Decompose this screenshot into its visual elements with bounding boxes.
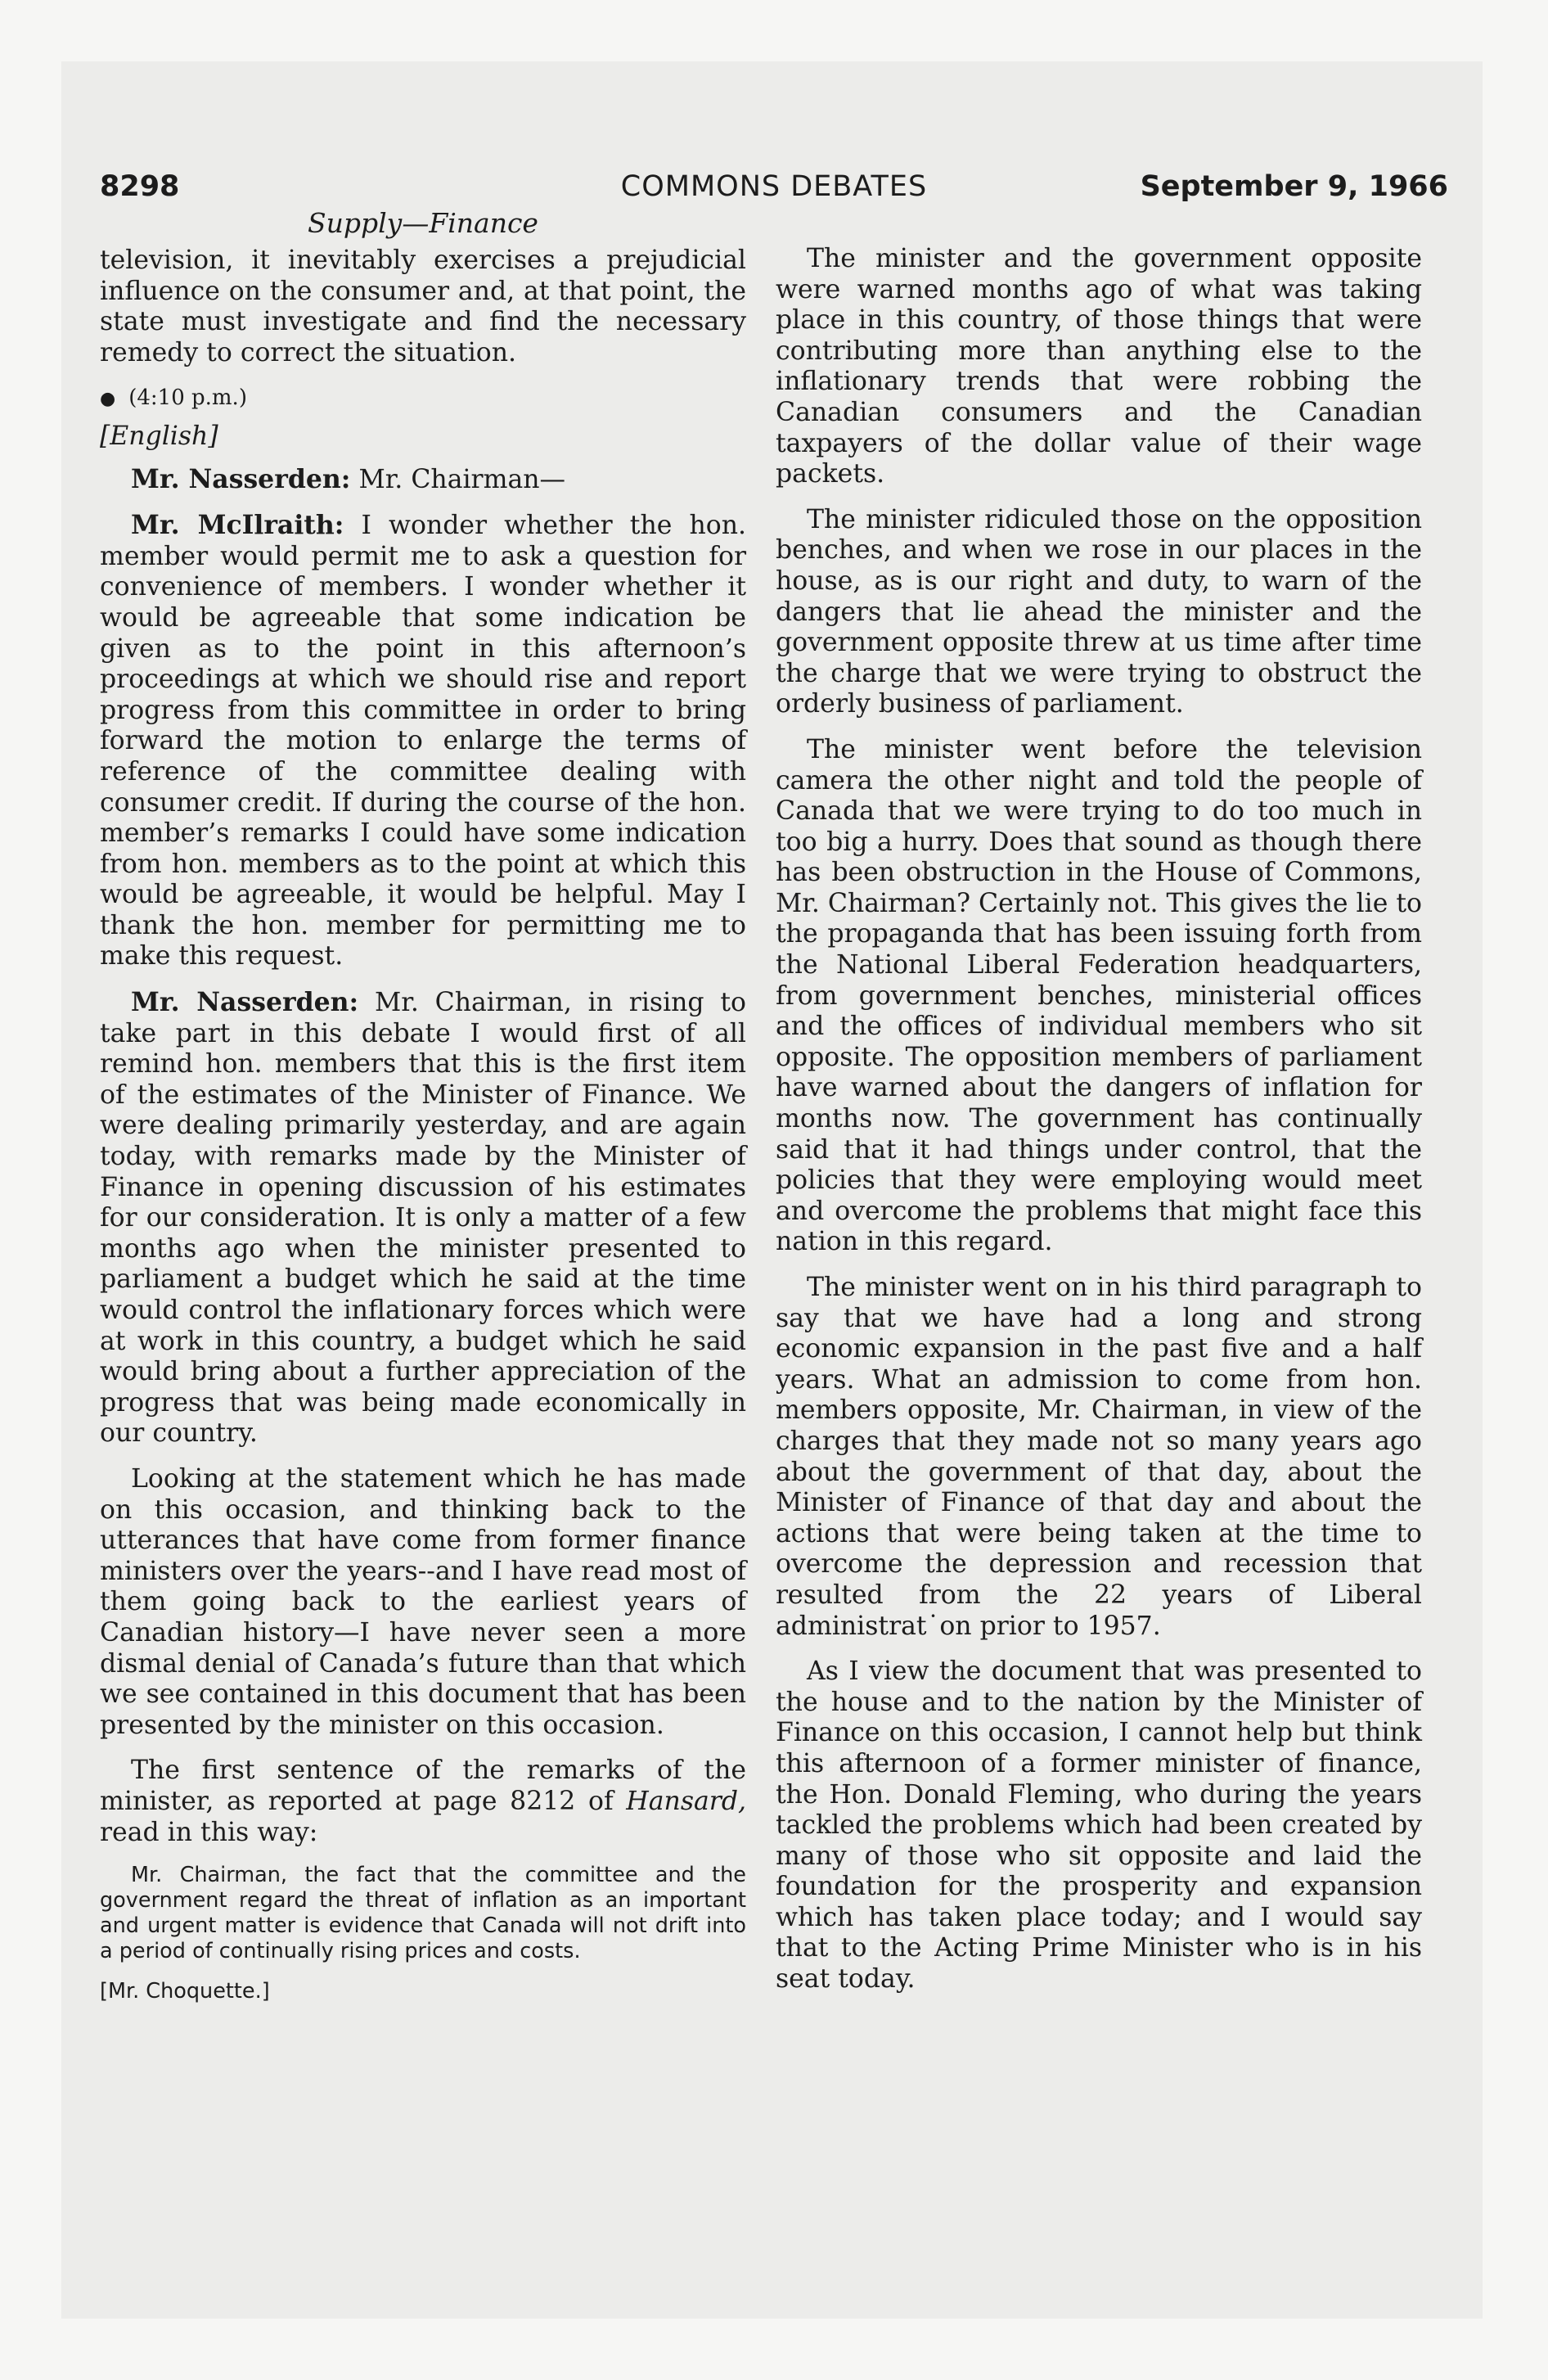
page-date: September 9, 1966	[1140, 170, 1448, 203]
right-column	[776, 244, 1422, 2010]
time-marker	[100, 383, 746, 415]
speech-text: Mr. Chairman, in rising to take part in this debate I would first of all remind hon. members that this is the first item of the estimates of the Minister of Finance. We were dealing primarily yesterday, and are again today, with remarks made by the Minister of Finance in opening discussion of his estimates for our consideration. It is only a matter of a few months ago when the minister presented to parliament a budget which he said at the time would control the inflationary forces which were at work in this country, a budget which he said would bring about a further appreciation of the progress that was being made economically in our country.	[100, 988, 746, 1449]
speech-text: I wonder whether the hon. member would permit me to ask a question for convenience of members. I wonder whether it would be agreeable that some indication be given as to the point in this afternoon’s proceedings at which we should rise and report progress from this committee in order to bring forward the motion to enlarge the terms of reference of the committee dealing with consumer credit. If during the course of the hon. member’s remarks I could have some indication from hon. members as to the point at which this would be agreeable, it would be helpful. May I thank the hon. member for permitting me to make this request.	[100, 511, 747, 971]
bullet-icon: ●	[100, 389, 116, 410]
paragraph: Looking at the statement which he has made on this occasion, and thinking back to the utterances that have come from former finance ministers over the years--and I have read most of them going back to the earliest years of Canadian history—I have never seen a more dismal denial of Canada’s future than that which we see contained in this document that has been presented by the minister on this occasion.	[100, 1463, 746, 1740]
paragraph-text: The first sentence of the remarks of the minister, as reported at page 8212 of	[100, 1756, 746, 1816]
speaker-name: Mr. Nasserden:	[131, 987, 359, 1018]
speech-paragraph	[100, 464, 746, 496]
paragraph: As I view the document that was presented to the house and to the nation by the Minister of Finance on this occasion, I cannot help but think this afternoon of a former minister of finance, the Hon. Donald Fleming, who during the years tackled the problems which had been created by many of those who sit opposite and laid the foundation for the prosperity and expansion which has taken place today; and I would say that to the Acting Prime Minister who is in his seat today.	[776, 1657, 1422, 1995]
publication-title: COMMONS DEBATES	[620, 170, 928, 203]
speech-text: Mr. Chairman—	[358, 464, 566, 494]
speech-paragraph	[100, 510, 746, 972]
speech-paragraph	[100, 987, 746, 1449]
paragraph: television, it inevitably exercises a prejudicial influence on the consumer and, at that point, the state must investigate and find the necessary remedy to correct the situation.	[100, 246, 746, 367]
speaker-attribution: [Mr. Choquette.]	[100, 1979, 270, 2004]
paragraph: The minister and the government opposite were warned months ago of what was taking place in this country, of those things that were contributing more than anything else to the inflationary trends that were robbing the Canadian consumers and the Canadian taxpayers of the dollar value of their wage packets.	[776, 244, 1422, 489]
paragraph: The minister went before the television camera the other night and told the people of Canada that we were trying to do too much in too big a hurry. Does that sound as though there has been obstruction in the House of Commons, Mr. Chairman? Certainly not. This gives the lie to the propaganda that has been issuing forth from the National Liberal Federation headquarters, from government benches, ministerial offices and the offices of individual members who sit opposite. The opposition members of parliament have warned about the dangers of inflation for months now. The government has continually said that it had things under control, that the policies that they were employing would meet and overcome the problems that might face this nation in this regard.	[776, 734, 1422, 1257]
paragraph: The minister ridiculed those on the opposition benches, and when we rose in our places in the house, as is our right and duty, to warn of the dangers that lie ahead the minister and the government opposite threw at us time after time the charge that we were trying to obstruct the orderly business of parliament.	[776, 504, 1422, 719]
language-marker: [English]	[100, 421, 218, 451]
paragraph-text: read in this way:	[100, 1817, 318, 1847]
section-subheading: Supply—Finance	[308, 207, 538, 239]
time-marker-text: (4:10 p.m.)	[128, 385, 247, 411]
paragraph: The minister went on in his third paragraph to say that we have had a long and strong economic expansion in the past five and a half years. What an admission to come from hon. members opposite, Mr. Chairman, in view of the charges that they made not so many years ago about the government of that day, about the Minister of Finance of that day and about the actions that were being taken at the time to overcome the depression and recession that resulted from the 22 years of Liberal administrat˙on prior to 1957.	[776, 1273, 1422, 1641]
paragraph	[100, 1756, 746, 1848]
hansard-reference: Hansard,	[626, 1786, 747, 1816]
page-number: 8298	[100, 170, 180, 203]
left-column	[100, 246, 746, 2019]
speaker-name: Mr. McIlraith:	[131, 510, 344, 541]
speaker-name: Mr. Nasserden:	[131, 463, 351, 494]
block-quote: Mr. Chairman, the fact that the committee and the government regard the threat of inflation as an important and urgent matter is evidence that Canada will not drift into a period of continually rising prices and costs.	[100, 1863, 746, 1964]
